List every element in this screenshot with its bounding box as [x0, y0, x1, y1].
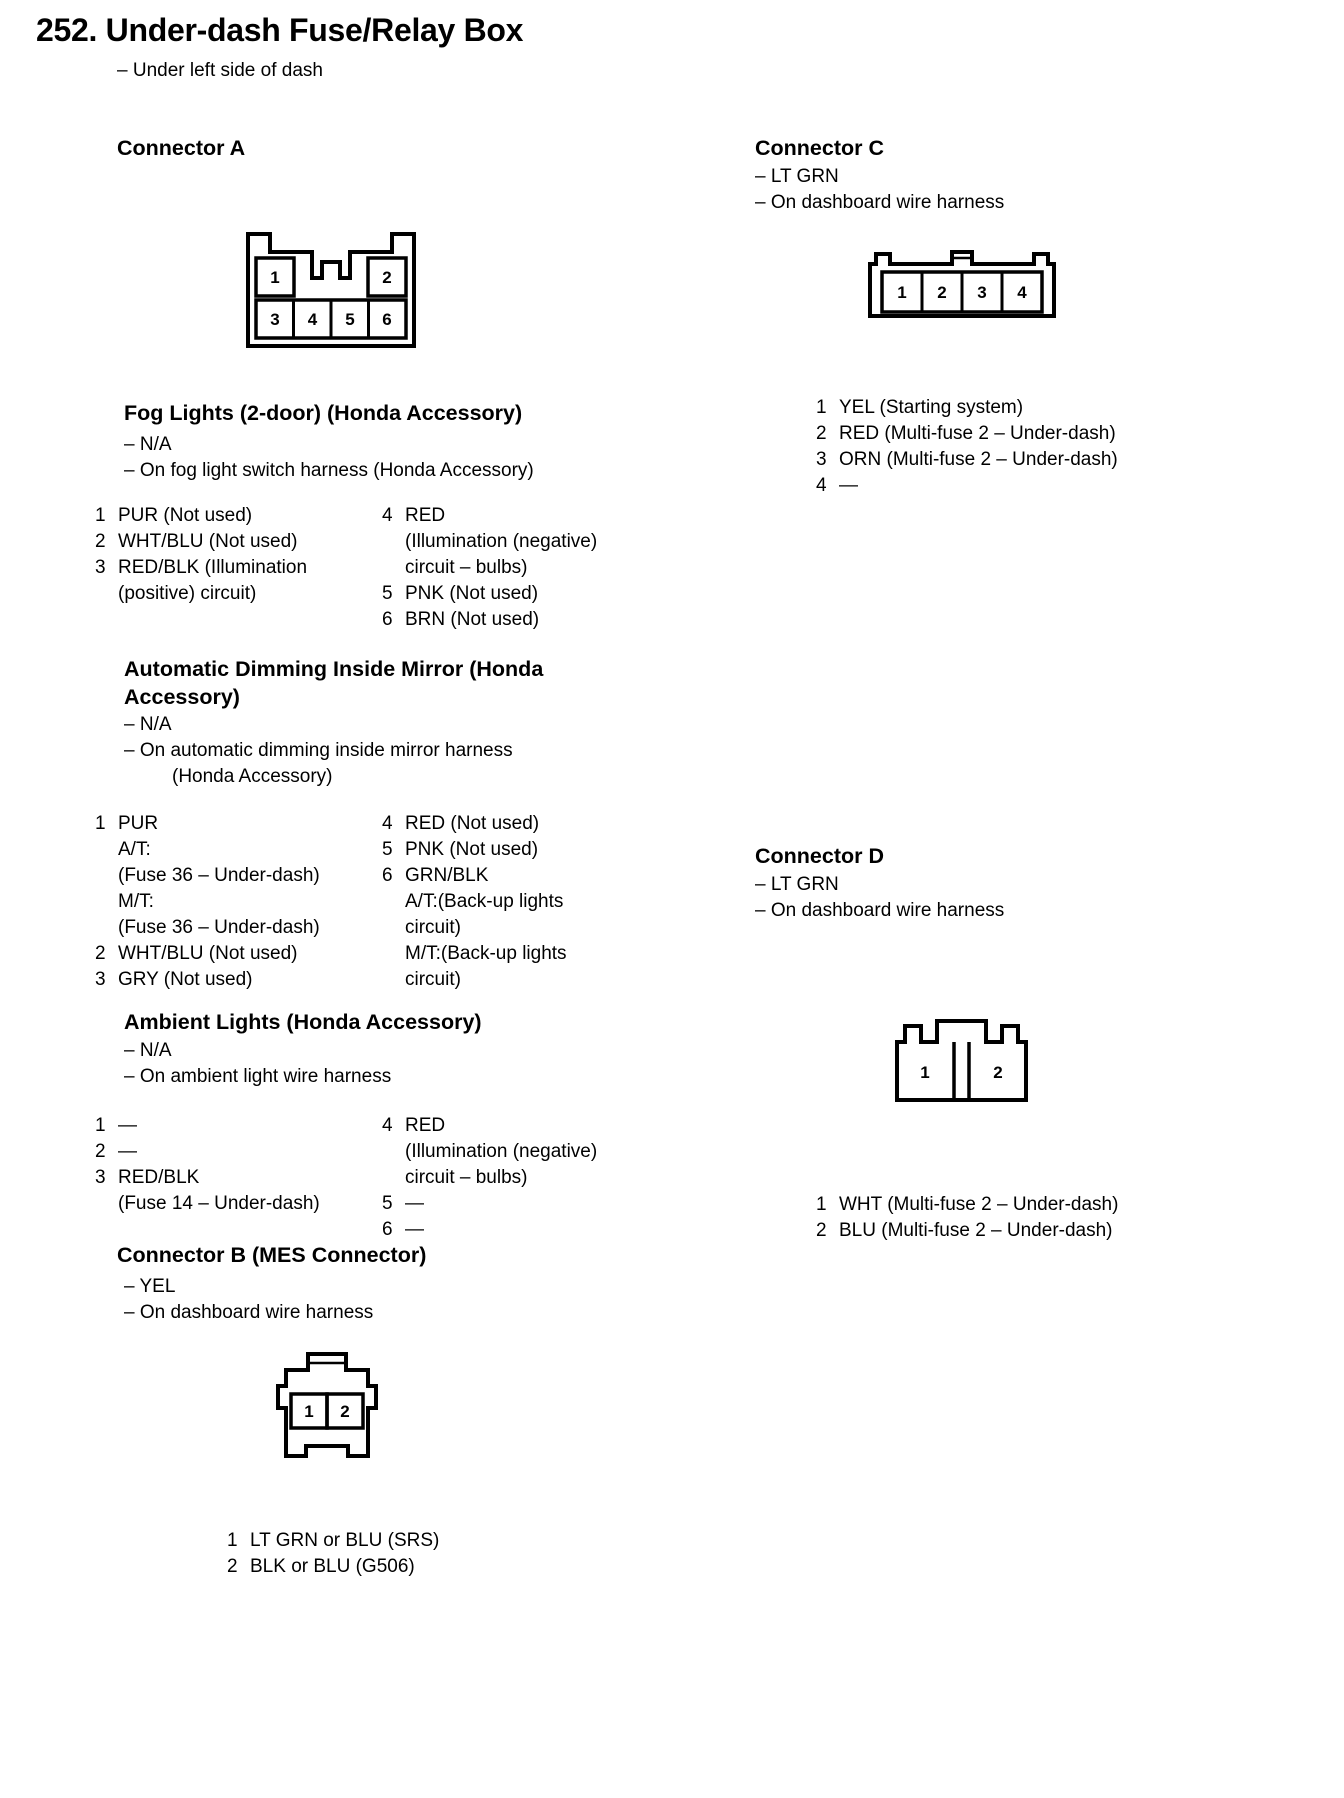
pin-number	[382, 1139, 405, 1165]
pin-text: (Fuse 14 – Under-dash)	[118, 1193, 320, 1214]
pin-row	[816, 1218, 1118, 1244]
note-line: – On fog light switch harness (Honda Accessory)	[124, 460, 534, 481]
connector-b-heading: Connector B (MES Connector)	[117, 1243, 427, 1267]
pin-row	[382, 529, 597, 555]
pin-row	[95, 555, 307, 581]
pin-number: 1	[227, 1530, 238, 1551]
pin-row	[382, 941, 567, 967]
connector-d-heading: Connector D	[755, 844, 884, 868]
pin-row	[382, 837, 567, 863]
note-line: – LT GRN	[755, 874, 839, 895]
pin-row	[382, 607, 597, 633]
connector-d-diagram	[893, 1016, 1030, 1104]
pin-text: —	[405, 1193, 424, 1214]
pin-text: GRN/BLK	[405, 865, 489, 886]
pin-text: RED	[405, 1115, 446, 1136]
pin-number: 3	[816, 449, 827, 470]
pin-text: PNK (Not used)	[405, 839, 539, 860]
pin-number: 5	[382, 1193, 393, 1214]
connector-c-notes	[755, 164, 1004, 216]
pin-row	[382, 1165, 597, 1191]
pin-text: (Fuse 36 – Under-dash)	[118, 917, 320, 938]
pin-number-label: 4	[307, 310, 318, 329]
pin-row	[382, 967, 567, 993]
pin-number: 5	[382, 583, 393, 604]
pin-number	[382, 1165, 405, 1191]
pin-row	[382, 1191, 597, 1217]
pin-row	[382, 503, 597, 529]
pin-row	[95, 863, 320, 889]
pin-number: 2	[816, 1220, 827, 1241]
pin-row	[95, 941, 320, 967]
pin-text: PUR	[118, 813, 159, 834]
connector-a-heading: Connector A	[117, 136, 246, 160]
pin-number: 4	[816, 475, 827, 496]
fog-lights-heading: Fog Lights (2-door) (Honda Accessory)	[124, 401, 523, 425]
pin-number	[95, 889, 118, 915]
pin-row	[382, 1217, 597, 1243]
pin-number: 6	[382, 865, 393, 886]
pin-row	[816, 473, 1118, 499]
pin-text: PNK (Not used)	[405, 583, 539, 604]
connector-d-outline	[897, 1021, 1026, 1100]
pin-row	[382, 555, 597, 581]
pin-row	[382, 915, 567, 941]
mirror-pin-list-right	[382, 811, 567, 993]
connector-a-diagram	[238, 228, 424, 350]
pin-number-label: 6	[382, 310, 392, 329]
pin-number	[382, 941, 405, 967]
pin-number	[382, 555, 405, 581]
pin-text: WHT/BLU (Not used)	[118, 943, 298, 964]
pin-number-label: 2	[993, 1063, 1003, 1082]
mirror-heading	[124, 655, 543, 711]
pin-text: YEL (Starting system)	[839, 397, 1024, 418]
pin-row	[95, 967, 320, 993]
pin-number-label: 1	[304, 1402, 314, 1421]
connector-b-diagram	[270, 1350, 384, 1464]
pin-text: RED (Multi-fuse 2 – Under-dash)	[839, 423, 1116, 444]
pin-number: 1	[95, 813, 106, 834]
note-line: – On dashboard wire harness	[755, 900, 1005, 921]
pin-number-label: 4	[1017, 283, 1027, 302]
pin-number-label: 2	[382, 268, 392, 287]
pin-text: circuit)	[405, 969, 461, 990]
pin-text: RED/BLK	[118, 1167, 200, 1188]
note-line: – On dashboard wire harness	[124, 1302, 374, 1323]
fog-lights-notes	[124, 432, 534, 484]
note-line: – N/A	[124, 434, 172, 455]
pin-number: 5	[382, 839, 393, 860]
pin-row	[816, 447, 1118, 473]
pin-text: M/T:	[118, 891, 154, 912]
pin-number-label: 5	[345, 310, 355, 329]
pin-row	[95, 889, 320, 915]
pin-number: 2	[95, 1141, 106, 1162]
pin-number: 4	[382, 1115, 393, 1136]
page-title: 252. Under-dash Fuse/Relay Box	[36, 12, 524, 48]
page-subtitle: – Under left side of dash	[117, 60, 323, 81]
pin-row	[95, 811, 320, 837]
pin-number: 1	[816, 1194, 827, 1215]
fog-pin-list-right	[382, 503, 597, 633]
pin-number	[95, 863, 118, 889]
connector-b-pin-list	[227, 1528, 439, 1580]
pin-row	[95, 1191, 320, 1217]
pin-row	[95, 581, 307, 607]
pin-text: BLU (Multi-fuse 2 – Under-dash)	[839, 1220, 1113, 1241]
pin-text: WHT (Multi-fuse 2 – Under-dash)	[839, 1194, 1119, 1215]
pin-text: BRN (Not used)	[405, 609, 540, 630]
pin-number-label: 2	[340, 1402, 350, 1421]
ambient-heading: Ambient Lights (Honda Accessory)	[124, 1010, 482, 1034]
pin-number-label: 1	[270, 268, 280, 287]
pin-number-label: 3	[270, 310, 280, 329]
heading-line: Accessory)	[124, 685, 240, 709]
pin-text: (Fuse 36 – Under-dash)	[118, 865, 320, 886]
pin-text: PUR (Not used)	[118, 505, 253, 526]
connector-c-diagram	[866, 250, 1058, 320]
note-line: – On automatic dimming inside mirror harness	[124, 740, 513, 761]
pin-text: (positive) circuit)	[118, 583, 257, 604]
note-line: – LT GRN	[755, 166, 839, 187]
connector-c-heading: Connector C	[755, 136, 884, 160]
connector-d-pin-list	[816, 1192, 1118, 1244]
pin-text: GRY (Not used)	[118, 969, 253, 990]
ambient-notes	[124, 1038, 391, 1090]
pin-number-label: 2	[937, 283, 947, 302]
pin-number: 6	[382, 1219, 393, 1240]
note-line: (Honda Accessory)	[172, 766, 333, 787]
pin-row	[382, 1139, 597, 1165]
pin-row	[227, 1554, 439, 1580]
pin-number	[382, 915, 405, 941]
pin-row	[382, 811, 567, 837]
pin-text: A/T:	[118, 839, 151, 860]
pin-number	[382, 967, 405, 993]
pin-number: 1	[816, 397, 827, 418]
pin-number	[95, 581, 118, 607]
pin-number: 3	[95, 1167, 106, 1188]
pin-text: —	[405, 1219, 424, 1240]
note-line: – On dashboard wire harness	[755, 192, 1005, 213]
pin-number-label: 1	[897, 283, 907, 302]
pin-row	[95, 915, 320, 941]
pin-row	[382, 581, 597, 607]
pin-number: 4	[382, 813, 393, 834]
note-line: – N/A	[124, 1040, 172, 1061]
pin-row	[227, 1528, 439, 1554]
pin-text: M/T:(Back-up lights	[405, 943, 567, 964]
mirror-pin-list-left	[95, 811, 320, 993]
pin-number: 1	[95, 505, 106, 526]
ambient-pin-list-right	[382, 1113, 597, 1243]
pin-text: LT GRN or BLU (SRS)	[250, 1530, 440, 1551]
pin-text: —	[118, 1141, 137, 1162]
pin-row	[95, 529, 307, 555]
pin-row	[95, 1113, 320, 1139]
connector-b-notes	[124, 1274, 373, 1326]
pin-number: 6	[382, 609, 393, 630]
pin-text: (Illumination (negative)	[405, 1141, 598, 1162]
pin-number-label: 3	[977, 283, 987, 302]
pin-row	[382, 863, 567, 889]
pin-row	[816, 421, 1118, 447]
pin-number	[95, 837, 118, 863]
pin-number: 2	[95, 943, 106, 964]
pin-text: circuit – bulbs)	[405, 557, 528, 578]
pin-row	[95, 1165, 320, 1191]
pin-row	[95, 503, 307, 529]
pin-text: (Illumination (negative)	[405, 531, 598, 552]
pin-text: RED	[405, 505, 446, 526]
note-line: – On ambient light wire harness	[124, 1066, 392, 1087]
note-line: – N/A	[124, 714, 172, 735]
pin-number: 2	[227, 1556, 238, 1577]
pin-row	[95, 1139, 320, 1165]
pin-number: 4	[382, 505, 393, 526]
fog-pin-list-left	[95, 503, 307, 607]
pin-text: ORN (Multi-fuse 2 – Under-dash)	[839, 449, 1118, 470]
pin-row	[382, 889, 567, 915]
pin-text: RED/BLK (Illumination	[118, 557, 308, 578]
heading-line: Automatic Dimming Inside Mirror (Honda	[124, 657, 544, 681]
pin-text: A/T:(Back-up lights	[405, 891, 564, 912]
note-line: – YEL	[124, 1276, 176, 1297]
pin-number: 1	[95, 1115, 106, 1136]
pin-text: —	[118, 1115, 137, 1136]
connector-d-notes	[755, 872, 1004, 924]
pin-text: RED (Not used)	[405, 813, 540, 834]
pin-row	[816, 395, 1118, 421]
pin-number: 3	[95, 969, 106, 990]
pin-number	[95, 1191, 118, 1217]
pin-number	[95, 915, 118, 941]
pin-row	[382, 1113, 597, 1139]
pin-text: circuit)	[405, 917, 461, 938]
pin-number	[382, 529, 405, 555]
mirror-notes	[124, 712, 513, 790]
pin-text: BLK or BLU (G506)	[250, 1556, 415, 1577]
pin-number: 3	[95, 557, 106, 578]
pin-text: —	[839, 475, 858, 496]
pin-text: WHT/BLU (Not used)	[118, 531, 298, 552]
connector-c-pin-list	[816, 395, 1118, 499]
pin-number	[382, 889, 405, 915]
pin-number: 2	[816, 423, 827, 444]
pin-number: 2	[95, 531, 106, 552]
ambient-pin-list-left	[95, 1113, 320, 1217]
pin-row	[95, 837, 320, 863]
pin-text: circuit – bulbs)	[405, 1167, 528, 1188]
pin-row	[816, 1192, 1118, 1218]
pin-number-label: 1	[920, 1063, 930, 1082]
